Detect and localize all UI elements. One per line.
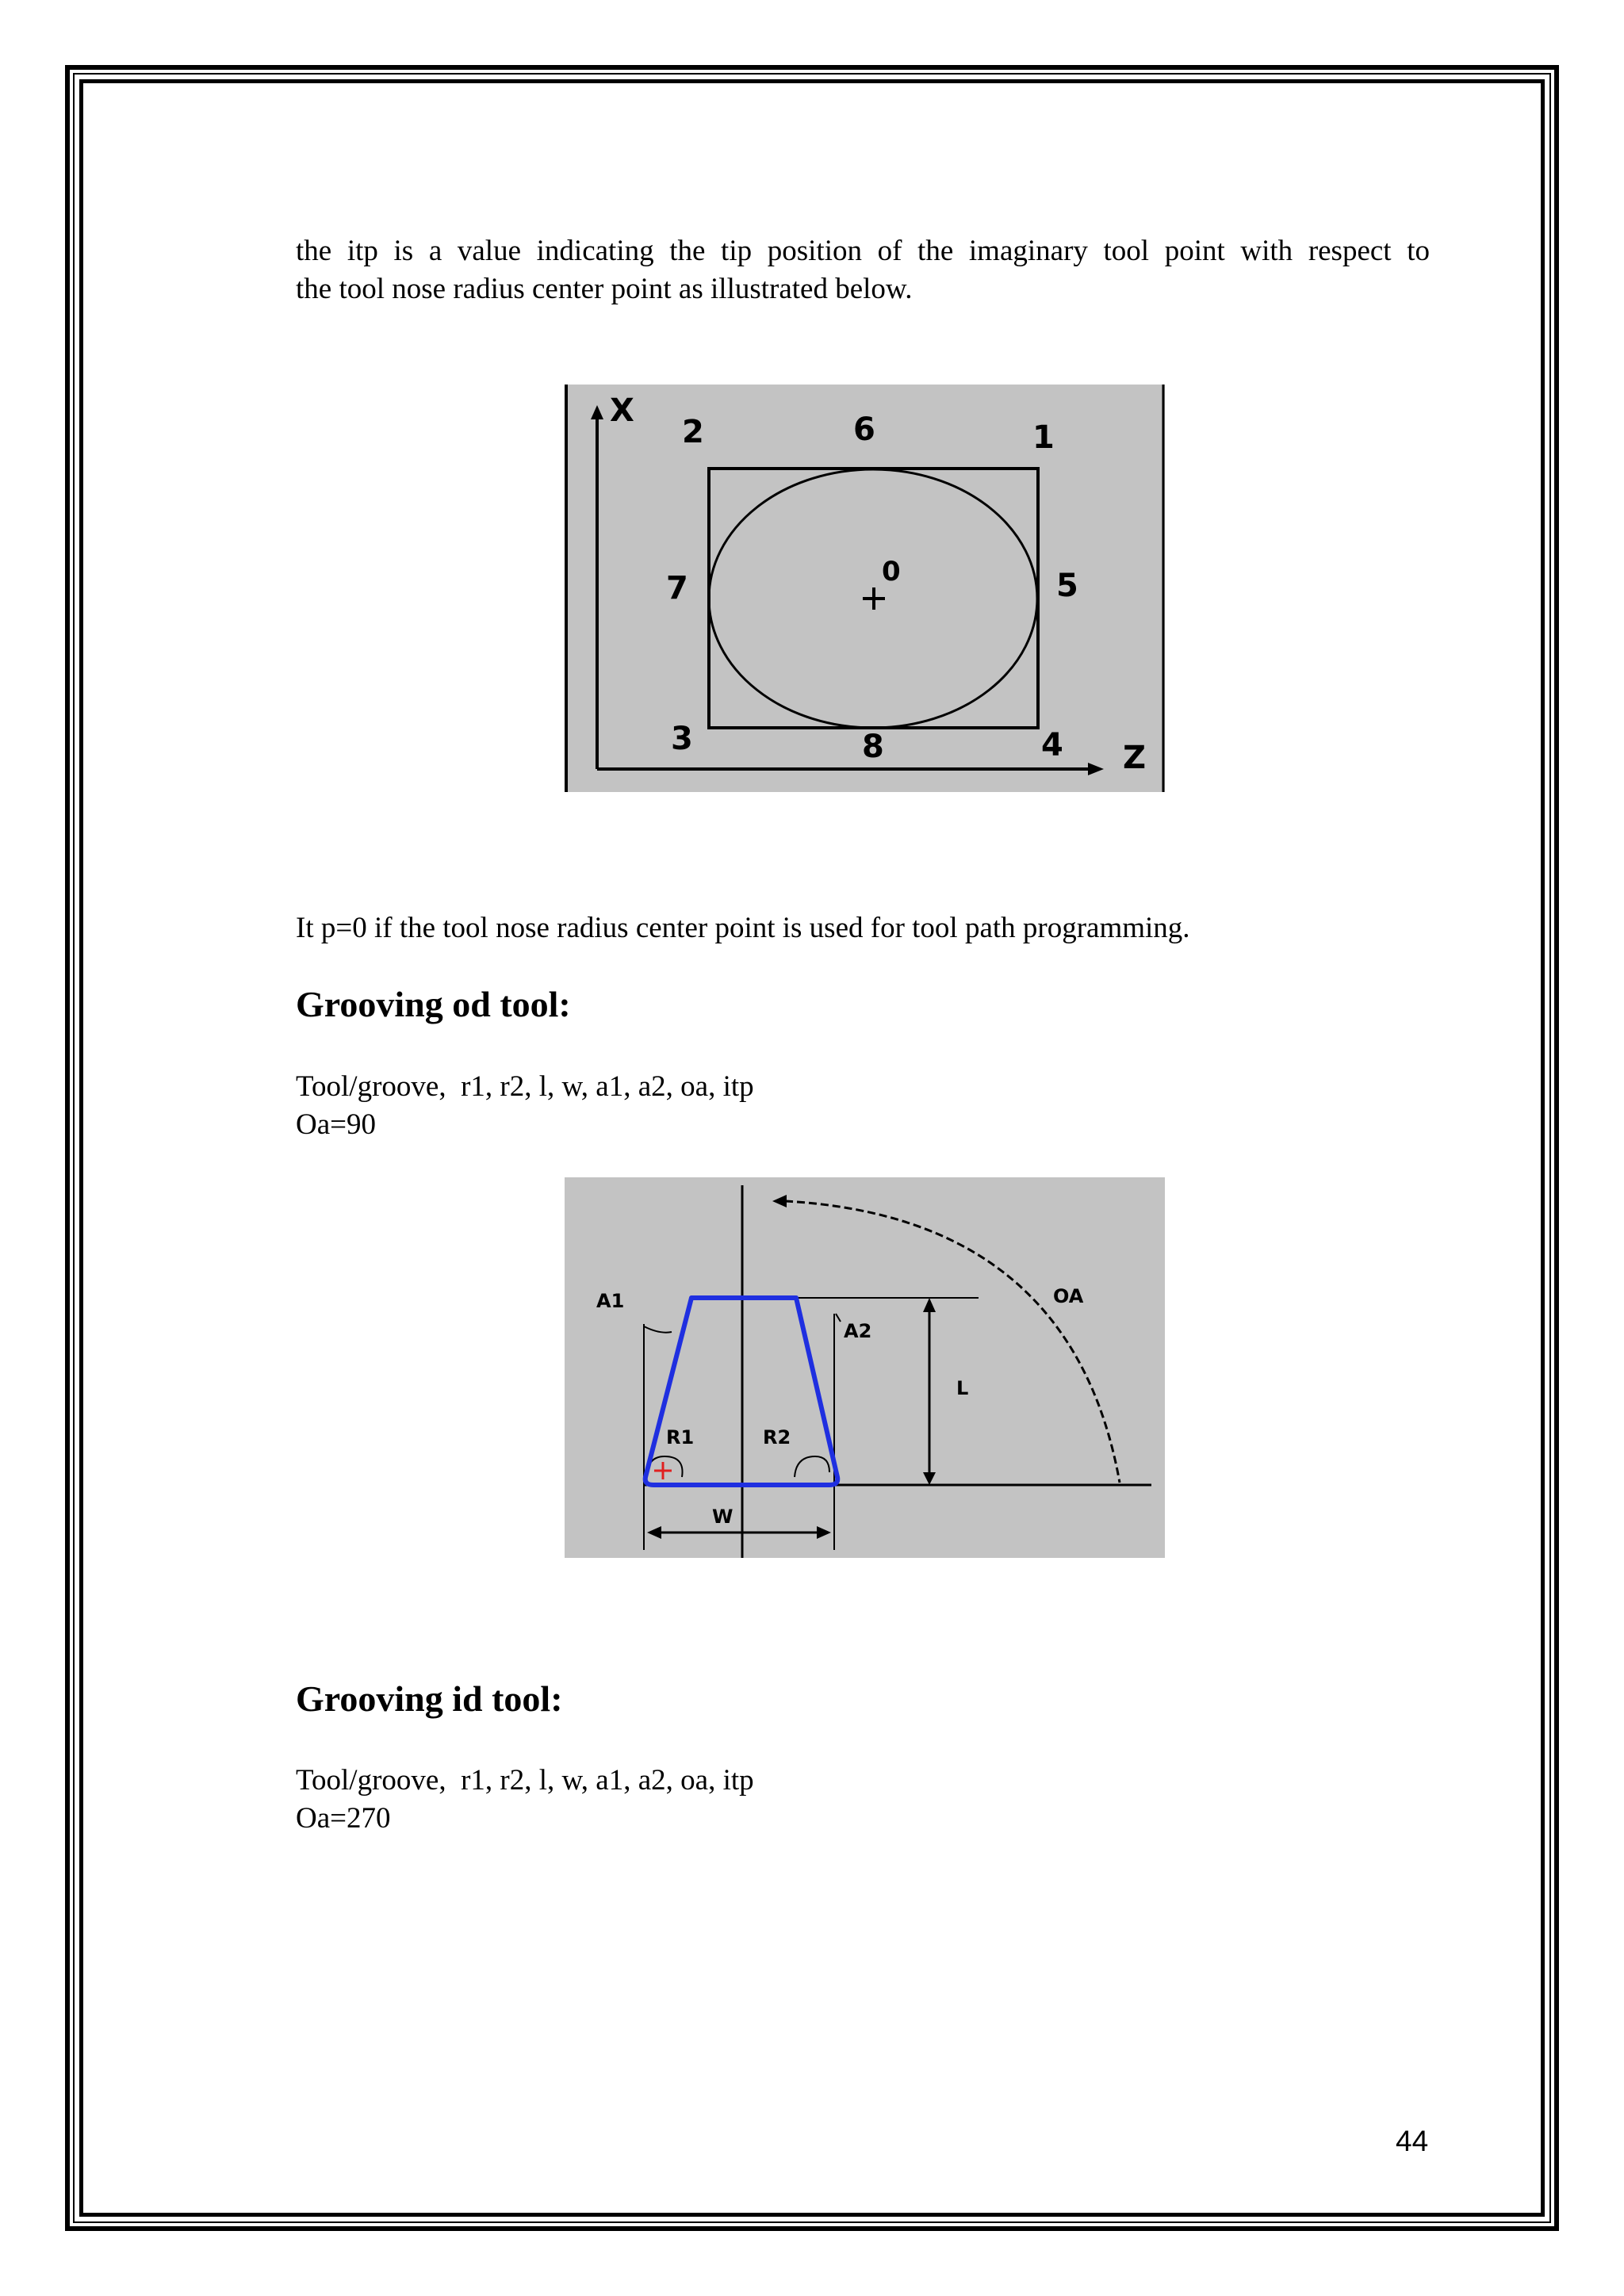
point-label-6: 6 <box>853 411 875 448</box>
intro-line-2: the tool nose radius center point as illustrated below. <box>296 273 913 305</box>
label-w: W <box>712 1506 733 1528</box>
label-r2: R2 <box>763 1426 791 1448</box>
grooving-id-oa-value: Oa=270 <box>296 1802 391 1835</box>
grooving-od-oa-value: Oa=90 <box>296 1108 377 1141</box>
grooving-od-syntax: Tool/groove, r1, r2, l, w, a1, a2, oa, itp <box>296 1070 754 1103</box>
page-number: 44 <box>1396 2125 1429 2157</box>
tool-tip-position-diagram <box>565 385 1165 792</box>
point-label-1: 1 <box>1032 419 1055 456</box>
point-label-7: 7 <box>666 570 688 607</box>
grooving-od-heading: Grooving od tool: <box>296 984 571 1024</box>
label-l: L <box>956 1377 969 1399</box>
grooving-id-syntax: Tool/groove, r1, r2, l, w, a1, a2, oa, itp <box>296 1764 754 1797</box>
point-label-4: 4 <box>1041 727 1063 763</box>
point-label-0: 0 <box>882 556 901 587</box>
label-oa: OA <box>1053 1285 1084 1307</box>
axis-x-label: X <box>610 392 634 429</box>
axis-z-label: Z <box>1123 740 1147 776</box>
point-label-8: 8 <box>862 729 884 765</box>
grooving-tool-parameter-diagram <box>565 1177 1165 1558</box>
grooving-id-heading: Grooving id tool: <box>296 1678 563 1719</box>
label-r1: R1 <box>666 1426 695 1448</box>
point-label-5: 5 <box>1056 568 1078 604</box>
point-label-3: 3 <box>671 721 693 757</box>
intro-line-1: the itp is a value indicating the tip position of the imaginary tool point with respect to <box>296 235 1430 267</box>
label-a1: A1 <box>596 1290 625 1312</box>
point-label-2: 2 <box>682 414 704 450</box>
itp-zero-note: It p=0 if the tool nose radius center point is used for tool path programming. <box>296 912 1190 944</box>
label-a2: A2 <box>844 1320 872 1342</box>
